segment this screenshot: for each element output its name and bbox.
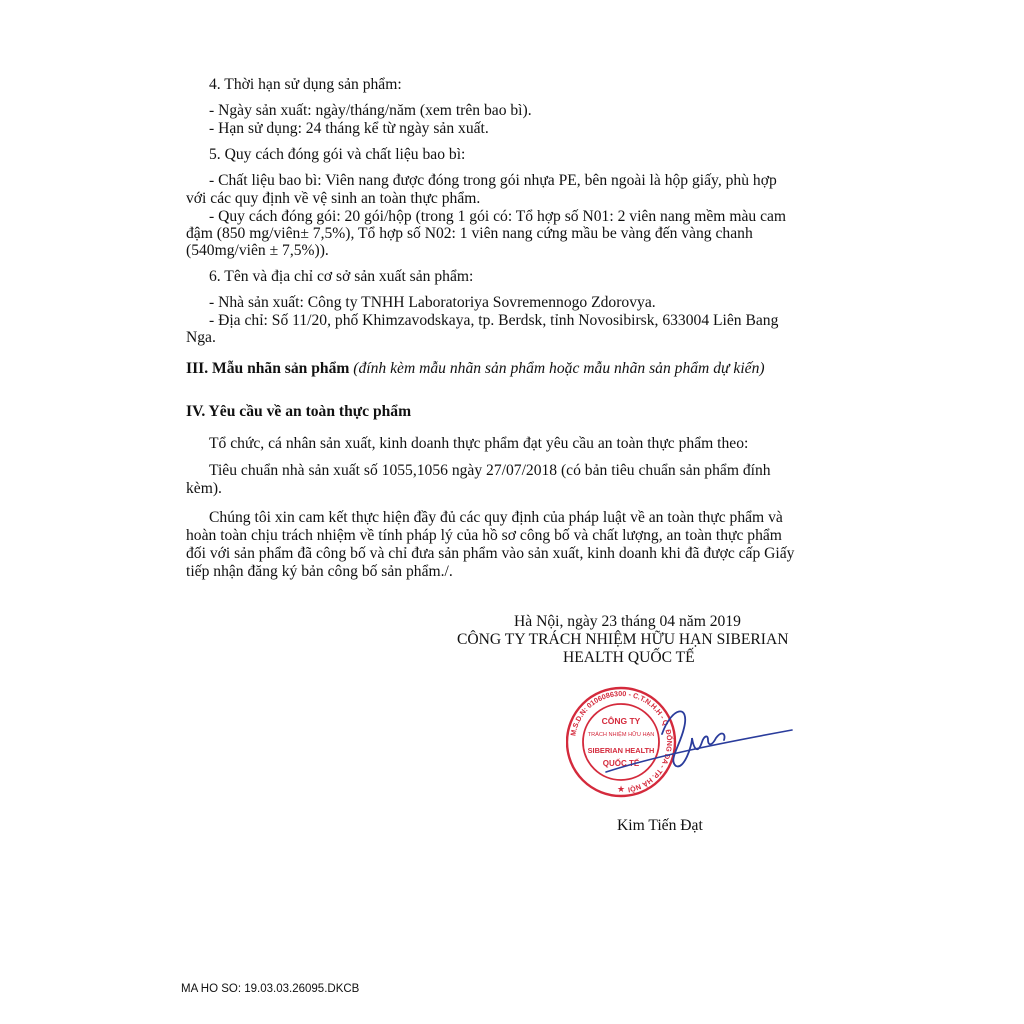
section-label-heading — [186, 360, 765, 378]
commitment-line-3: đối với sản phẩm đã công bố và chỉ đưa sản phẩm vào sản xuất, kinh doanh khi đã được cấp Giấy — [186, 545, 795, 562]
commitment-line-1: Chúng tôi xin cam kết thực hiện đầy đủ các quy định của pháp luật về an toàn thực phẩm và — [209, 509, 783, 526]
record-code: MA HO SO: 19.03.03.26095.DKCB — [181, 983, 360, 995]
manufacturer-address-line-2: Nga. — [186, 329, 216, 346]
stamp-center-line-1: CÔNG TY — [601, 716, 641, 726]
place-date: Hà Nội, ngày 23 tháng 04 năm 2019 — [514, 613, 741, 630]
packaging-spec-line-2: đậm (850 mg/viên± 7,5%), Tổ hợp số N02: 1 viên nang cứng mầu be vàng đến vàng chanh — [186, 225, 753, 242]
stamp-and-signature — [566, 676, 796, 808]
stamp-seal — [567, 688, 675, 796]
manufacture-date-line: - Ngày sản xuất: ngày/tháng/năm (xem trên bao bì). — [209, 102, 532, 119]
packaging-material-line-2: với các quy định về vệ sinh an toàn thực phẩm. — [186, 190, 481, 207]
section-safety-heading: IV. Yêu cầu về an toàn thực phẩm — [186, 403, 412, 420]
stamp-star-icon: ★ — [616, 784, 626, 794]
stamp-ring-text: M.S.D.N: 0106086300 - C.T.N.H.H - Q. ĐỐNG ĐA - TP. HÀ NỘI — [568, 688, 675, 795]
section-manufacturer-heading: 6. Tên và địa chỉ cơ sở sản xuất sản phẩm: — [209, 268, 474, 285]
packaging-material-line-1: - Chất liệu bao bì: Viên nang được đóng trong gói nhựa PE, bên ngoài là hộp giấy, phù hợp — [209, 172, 777, 189]
safety-standard-line-2: kèm). — [186, 480, 222, 497]
company-name-line-1: CÔNG TY TRÁCH NHIỆM HỮU HẠN SIBERIAN — [457, 631, 789, 648]
expiry-line: - Hạn sử dụng: 24 tháng kể từ ngày sản xuất. — [209, 120, 489, 137]
stamp-center-line-2: TRÁCH NHIỆM HỮU HẠN — [587, 732, 655, 738]
commitment-line-4: tiếp nhận đăng ký bản công bố sản phẩm./. — [186, 563, 453, 580]
section-label-title: III. Mẫu nhãn sản phẩm — [186, 360, 350, 377]
section-usage-heading: 4. Thời hạn sử dụng sản phẩm: — [209, 76, 402, 93]
manufacturer-name-line: - Nhà sản xuất: Công ty TNHH Laboratoriya Sovremennogo Zdorovya. — [209, 294, 656, 311]
manufacturer-address-line-1: - Địa chỉ: Số 11/20, phố Khimzavodskaya, tp. Berdsk, tỉnh Novosibirsk, 633004 Liên Bang — [209, 312, 779, 329]
packaging-spec-line-3: (540mg/viên ± 7,5%)). — [186, 242, 329, 259]
section-label-note: (đính kèm mẫu nhãn sản phẩm hoặc mẫu nhãn sản phẩm dự kiến) — [353, 360, 765, 377]
safety-standard-line-1: Tiêu chuẩn nhà sản xuất số 1055,1056 ngày 27/07/2018 (có bản tiêu chuẩn sản phẩm đính — [209, 462, 771, 479]
signer-name: Kim Tiến Đạt — [617, 817, 703, 834]
safety-intro-line: Tổ chức, cá nhân sản xuất, kinh doanh thực phẩm đạt yêu cầu an toàn thực phẩm theo: — [209, 435, 749, 452]
stamp-center-line-4: QUỐC TẾ — [602, 759, 640, 768]
company-seal-icon — [566, 676, 796, 808]
commitment-line-2: hoàn toàn chịu trách nhiệm về tính pháp lý của hồ sơ công bố và chất lượng, an toàn thực phẩm — [186, 527, 782, 544]
section-packaging-heading: 5. Quy cách đóng gói và chất liệu bao bì: — [209, 146, 466, 163]
stamp-center-line-3: SIBERIAN HEALTH — [587, 746, 655, 755]
packaging-spec-line-1: - Quy cách đóng gói: 20 gói/hộp (trong 1 gói có: Tổ hợp số N01: 2 viên nang mềm màu cam — [209, 208, 787, 225]
company-name-line-2: HEALTH QUỐC TẾ — [563, 649, 695, 666]
